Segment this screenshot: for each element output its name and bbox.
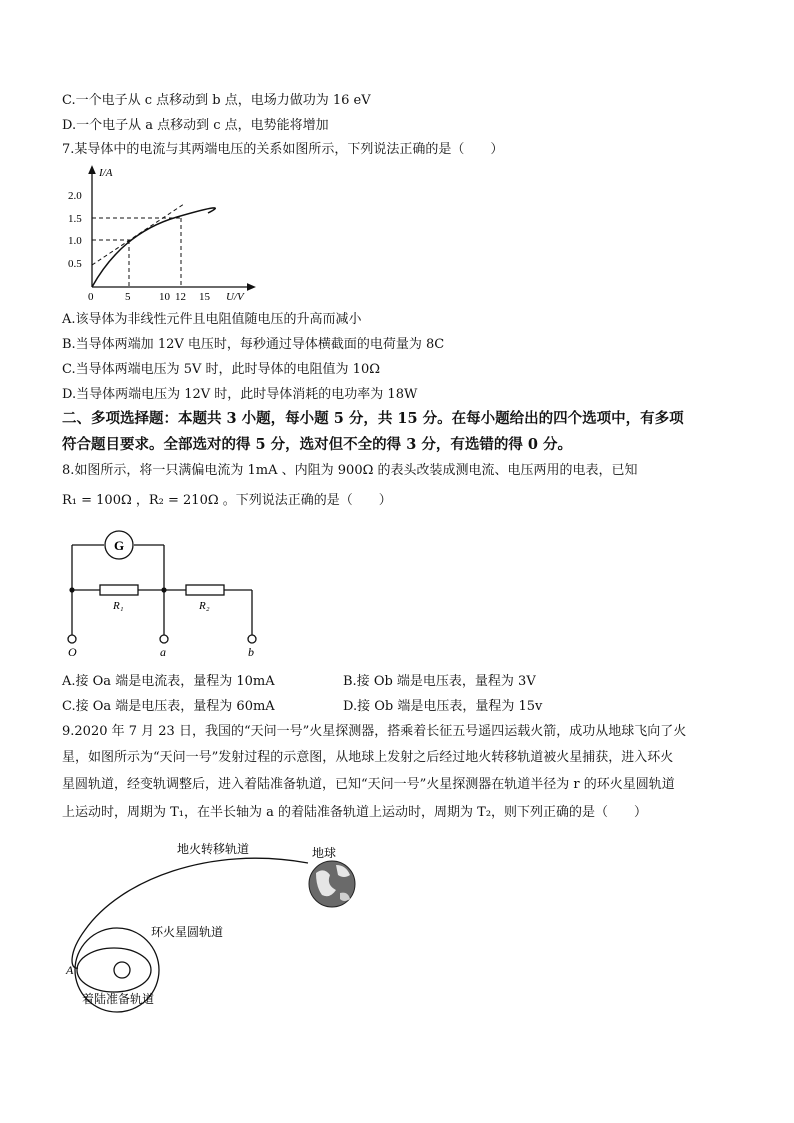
- q6-option-c: C.一个电子从 c 点移动到 b 点，电场力做功为 16 eV: [62, 93, 371, 108]
- iv-curve: [92, 208, 215, 287]
- transfer-orbit-label: 地火转移轨道: [177, 842, 250, 856]
- q8-stem-cont: R₁ = 100Ω ，R₂ = 210Ω 。下列说法正确的是（ ）: [62, 493, 392, 508]
- terminal-a: [160, 635, 168, 643]
- terminal-o: [68, 635, 76, 643]
- q7-option-d: D.当导体两端电压为 12V 时，此时导体消耗的电功率为 18W: [62, 387, 418, 402]
- q7-option-a: A.该导体为非线性元件且电阻值随电压的升高而减小: [62, 312, 362, 327]
- r1-label: R₁: [113, 600, 124, 612]
- x-tick-label: 10: [159, 291, 170, 303]
- x-tick-label: 12: [175, 291, 186, 303]
- galvanometer-label: G: [114, 538, 125, 553]
- y-tick-label: 1.0: [68, 235, 82, 247]
- landing-orbit-label: 着陆准备轨道: [82, 992, 155, 1006]
- q9-stem-cont: 上运动时，周期为 T₁，在半长轴为 a 的着陆准备轨道上运动时，周期为 T₂，则下列正确的是（ ）: [62, 805, 648, 820]
- resistor-r2: [186, 585, 224, 595]
- q8-stem: 8.如图所示，将一只满偏电流为 1mA 、内阻为 900Ω 的表头改装成测电流、电压两用的电表，已知: [62, 463, 638, 478]
- q7-stem: 7.某导体中的电流与其两端电压的关系如图所示，下列说法正确的是（ ）: [62, 142, 504, 157]
- q8-option-d: D.接 Ob 端是电压表，量程为 15v: [343, 699, 543, 714]
- x-tick-label: 15: [199, 291, 210, 303]
- section2-heading: 二、多项选择题：本题共 3 小题，每小题 5 分，共 15 分。在每小题给出的四个选项中，有多项: [62, 410, 684, 427]
- earth-label: 地球: [312, 846, 337, 860]
- q9-stem: 9.2020 年 7 月 23 日，我国的“天问一号”火星探测器，搭乘着长征五号遥四运载火箭，成功从地球飞向了火: [62, 724, 687, 739]
- q8-option-a: A.接 Oa 端是电流表，量程为 10mA: [62, 674, 275, 689]
- r2-label: R₂: [199, 600, 210, 612]
- y-tick-label: 2.0: [68, 190, 82, 202]
- q6-option-d: D.一个电子从 a 点移动到 c 点，电势能将增加: [62, 118, 329, 133]
- y-tick-label: 0.5: [68, 258, 82, 270]
- q7-option-c: C.当导体两端电压为 5V 时，此时导体的电阻值为 10Ω: [62, 362, 380, 377]
- section2-heading-cont: 符合题目要求。全部选对的得 5 分，选对但不全的得 3 分，有选错的得 0 分。: [62, 436, 573, 453]
- terminal-o-label: O: [68, 645, 77, 659]
- mars-symbol: [114, 962, 130, 978]
- point-a-label: A: [66, 963, 74, 977]
- terminal-b: [248, 635, 256, 643]
- x-tick-label: 0: [88, 291, 94, 303]
- circuit-diagram: [62, 528, 272, 660]
- circular-orbit-label: 环火星圆轨道: [151, 925, 224, 939]
- iv-graph: [62, 163, 262, 305]
- q8-option-c: C.接 Oa 端是电压表，量程为 60mA: [62, 699, 275, 714]
- q9-stem-cont: 星，如图所示为“天问一号”发射过程的示意图，从地球上发射之后经过地火转移轨道被火星捕获，进入环火: [62, 750, 674, 765]
- transfer-orbit: [72, 858, 308, 968]
- q8-option-b: B.接 Ob 端是电压表，量程为 3V: [343, 674, 536, 689]
- y-tick-label: 1.5: [68, 213, 82, 225]
- y-axis-label: I/A: [99, 167, 113, 179]
- x-tick-label: 5: [125, 291, 131, 303]
- q9-stem-cont: 星圆轨道，经变轨调整后，进入着陆准备轨道，已知“天问一号”火星探测器在轨道半径为 r 的环火星圆轨道: [62, 777, 675, 792]
- x-axis-label: U/V: [226, 291, 244, 303]
- resistor-r1: [100, 585, 138, 595]
- earth-globe: [309, 861, 355, 907]
- q7-option-b: B.当导体两端加 12V 电压时，每秒通过导体横截面的电荷量为 8C: [62, 337, 445, 352]
- terminal-b-label: b: [248, 645, 254, 659]
- orbit-diagram: [60, 835, 380, 1015]
- terminal-a-label: a: [160, 645, 166, 659]
